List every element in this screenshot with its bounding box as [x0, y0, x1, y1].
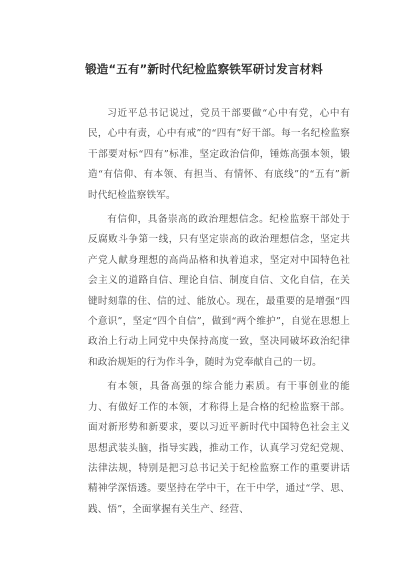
paragraph-ability: 有本领，具备高强的综合能力素质。有干事创业的能力、有做好工作的本领，才称得上是合格的纪检监察干部。面对新形势和新要求，要以习近平新时代中国特色社会主义思想武装头脑，指导实践，推动工作，认真学习党纪党规、法律法规，特别是把习总书记关于纪检监察工作的重要讲话精神学深悟透。要坚持在学中干，在干中学，通过“学、思、践、悟”，全面掌握有关生产、经营、: [88, 381, 350, 515]
paragraph-intro: 习近平总书记说过，党员干部要做“心中有党，心中有民，心中有责，心中有戒”的“四有”好干部。每一名纪检监察干部要对标“四有”标准，坚定政治信仰，锤炼高强本领，锻造“有信仰、有本领、有担当、有情怀、有底线”的“五有”新时代纪检监察铁军。: [88, 108, 350, 201]
document-title: 锻造“五有”新时代纪检监察铁军研讨发言材料: [85, 62, 323, 76]
document-body: [88, 104, 350, 524]
paragraph-faith: 有信仰，具备崇高的政治理想信念。纪检监察干部处于反腐败斗争第一线，只有坚定崇高的政治理想信念，坚定共产党人献身理想的高尚品格和执着追求，坚定对中国特色社会主义的道路自信、理论自信、制度自信、文化自信，在关键时刻靠的住、信的过、能放心。现在，最重要的是增强“四个意识”，坚定“四个自信”，做到“两个维护”，自觉在思想上政治上行动上同党中央保持高度一致，坚决同破坏政治纪律和政治规矩的行为作斗争，随时为党奉献自己的一切。: [88, 214, 350, 368]
